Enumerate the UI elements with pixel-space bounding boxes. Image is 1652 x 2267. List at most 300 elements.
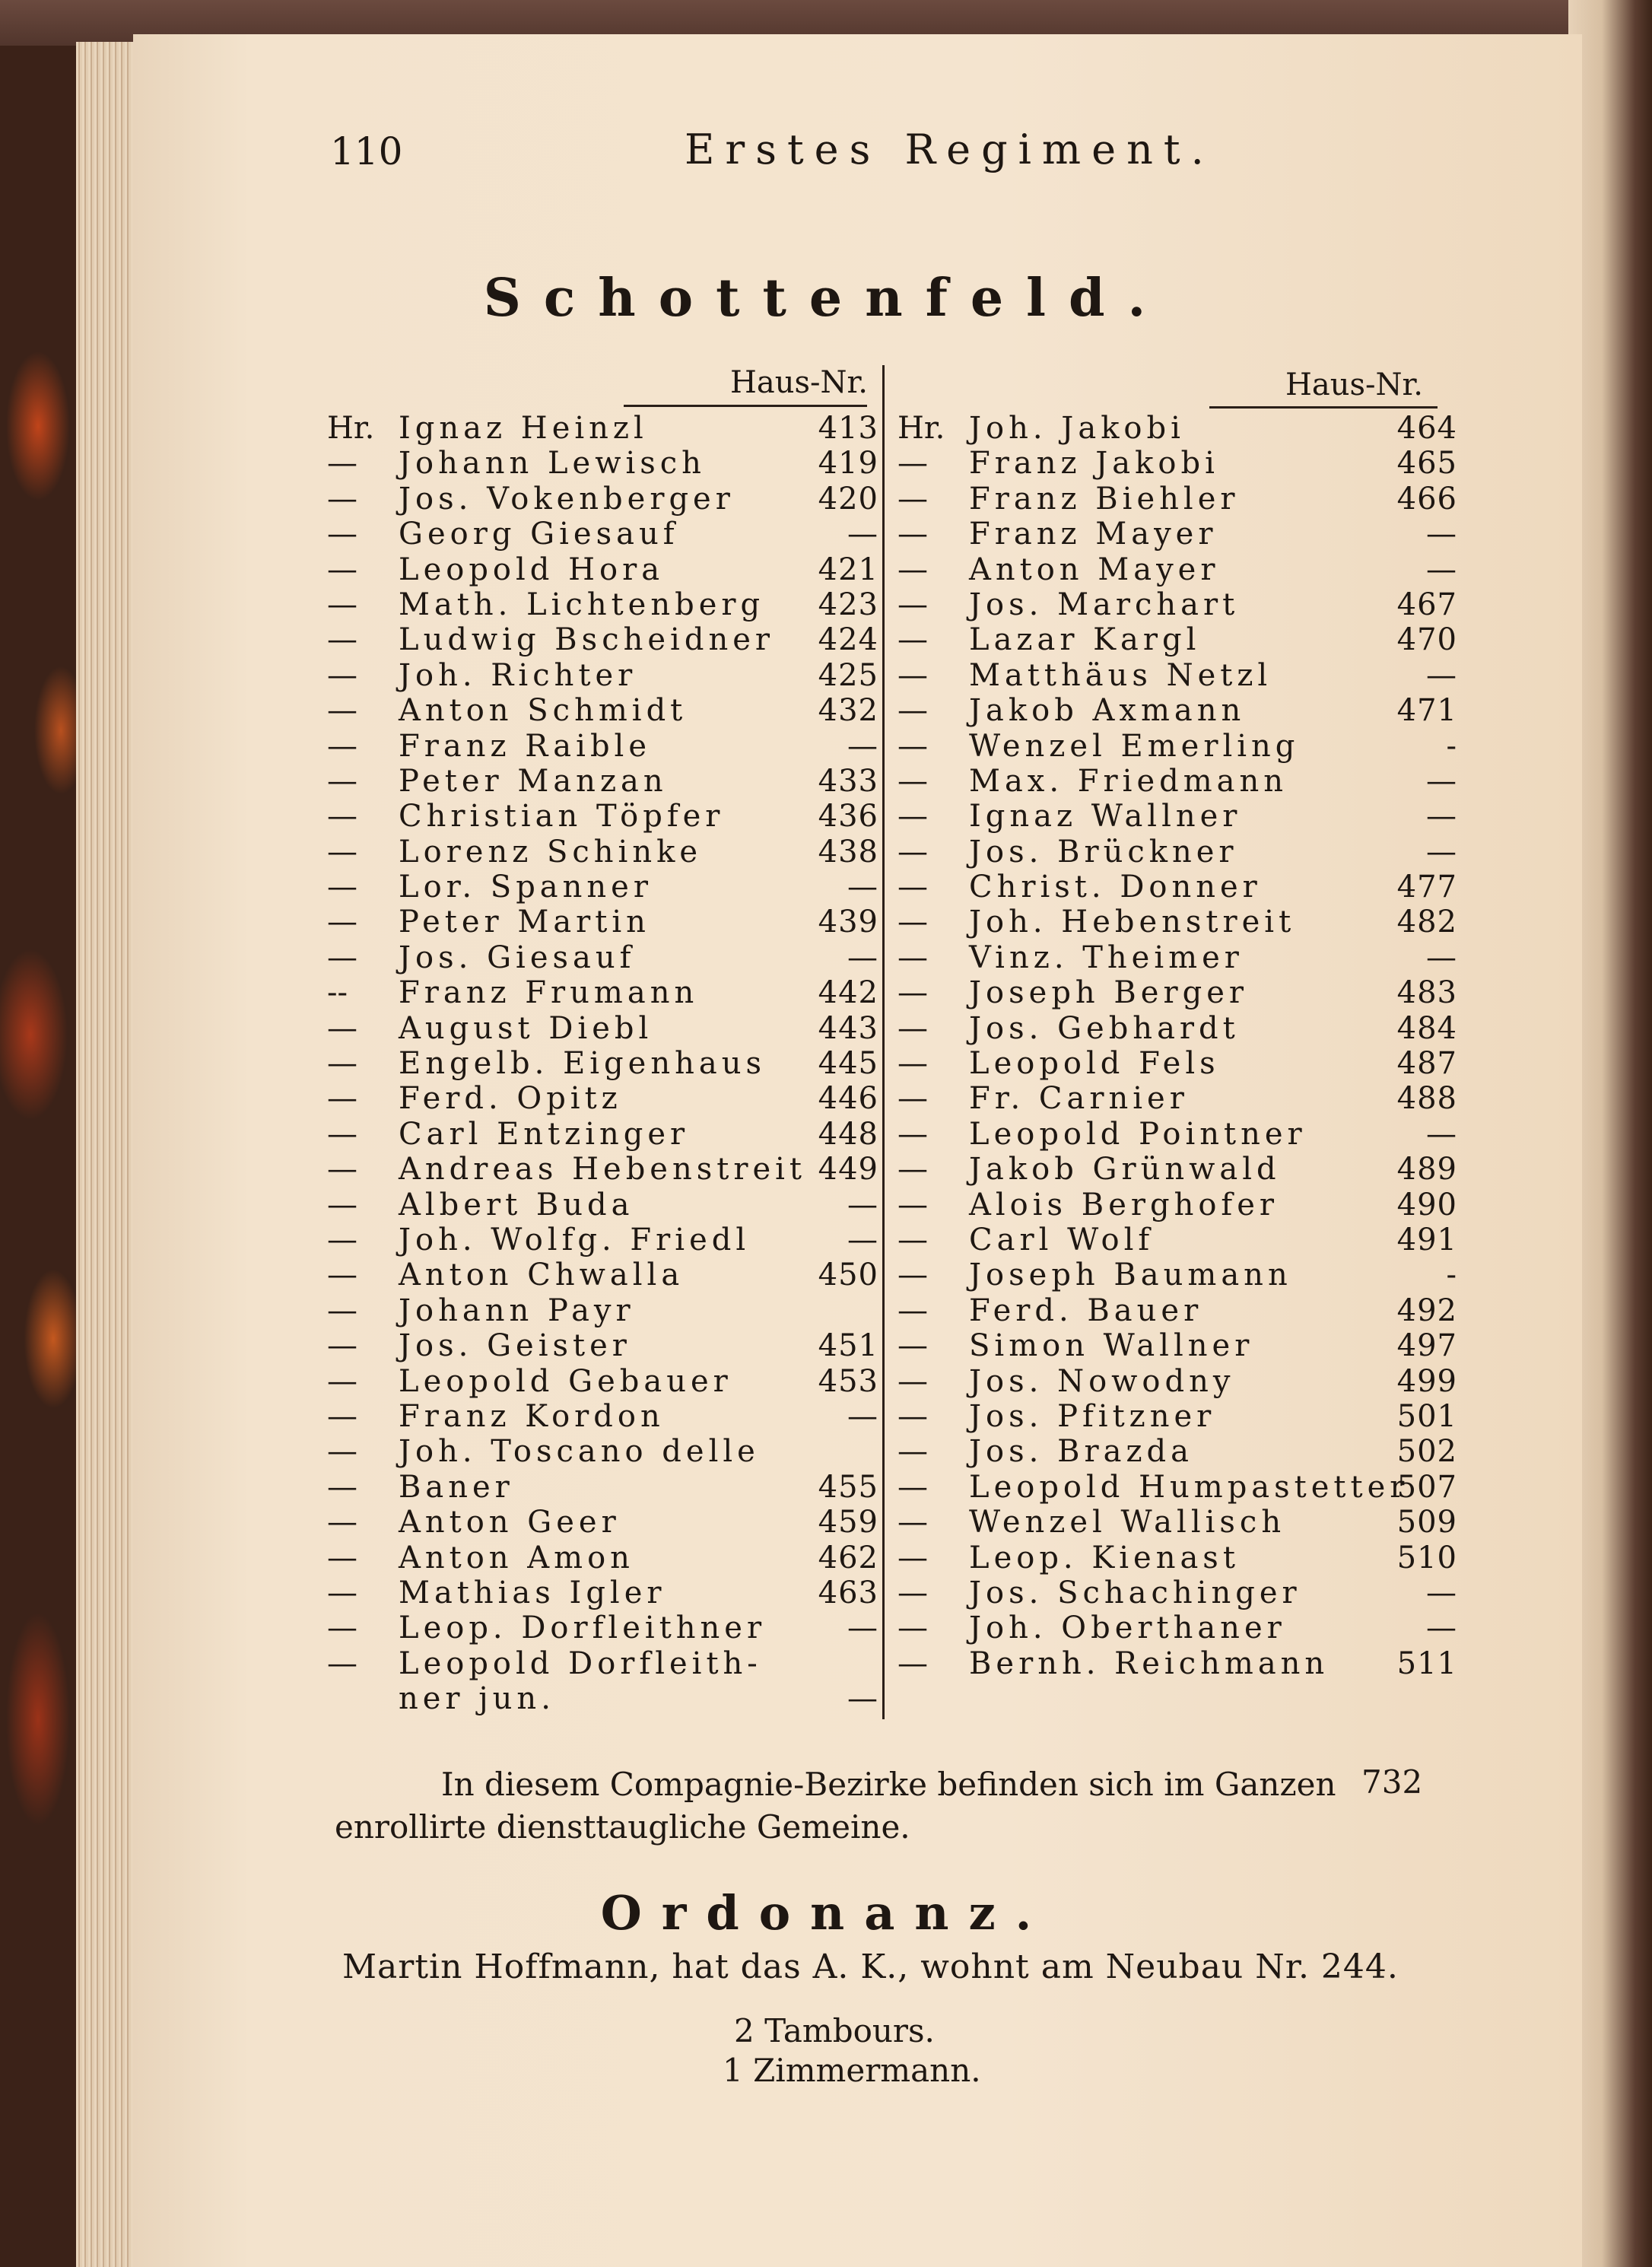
roster-name: Leopold Fels: [969, 1046, 1220, 1082]
roster-row: [897, 1222, 1457, 1258]
roster-name: Anton Mayer: [969, 552, 1220, 587]
roster-name: Anton Amon: [399, 1540, 634, 1575]
roster-house-number: 438: [818, 834, 878, 870]
roster-prefix: —: [897, 1645, 928, 1681]
roster-name: Wenzel Wallisch: [969, 1505, 1286, 1540]
roster-row: [327, 1116, 878, 1152]
roster-prefix: —: [897, 975, 928, 1011]
roster-house-number: 467: [1396, 587, 1457, 622]
roster-row: [327, 1434, 875, 1469]
roster-prefix: —: [897, 1292, 928, 1328]
roster-prefix: —: [897, 1610, 928, 1646]
roster-name: Leopold Humpastetter: [969, 1469, 1409, 1505]
roster-name: Lorenz Schinke: [399, 834, 703, 870]
roster-prefix: —: [897, 481, 928, 517]
roster-house-number: 455: [818, 1469, 878, 1505]
roster-row: [327, 1152, 878, 1188]
page-number: 110: [330, 129, 403, 173]
roster-row: [897, 834, 1457, 870]
roster-prefix: —: [897, 1116, 928, 1152]
roster-house-number: 436: [818, 799, 878, 835]
roster-house-number: 419: [818, 446, 878, 482]
roster-house-number: 502: [1396, 1434, 1457, 1470]
roster-name: Franz Biehler: [969, 481, 1240, 517]
roster-prefix: —: [327, 1152, 357, 1188]
roster-name: Ferd. Bauer: [969, 1292, 1203, 1328]
roster-row: [897, 1575, 1457, 1610]
roster-name: Christian Töpfer: [399, 799, 725, 835]
roster-name: Johann Payr: [399, 1292, 635, 1328]
roster-name: Jos. Brazda: [969, 1434, 1193, 1470]
roster-row: [327, 1258, 878, 1293]
roster-row: [327, 905, 878, 940]
roster-house-number: —: [847, 940, 878, 975]
roster-row: [327, 1646, 875, 1681]
roster-name: Mathias Igler: [399, 1575, 666, 1610]
roster-name: Lor. Spanner: [399, 870, 653, 905]
roster-house-number: 425: [818, 657, 878, 693]
roster-row: [327, 1610, 878, 1646]
roster-name: Franz Kordon: [399, 1398, 665, 1434]
roster-prefix: —: [897, 552, 928, 587]
roster-name: Ludwig Bscheidner: [399, 622, 774, 658]
roster-row: [327, 446, 878, 482]
roster-house-number: 445: [818, 1046, 878, 1082]
roster-row: [327, 517, 878, 552]
roster-name: Franz Jakobi: [969, 446, 1219, 482]
roster-house-number: 509: [1396, 1505, 1457, 1540]
roster-row: [327, 1363, 878, 1399]
roster-house-number: 488: [1396, 1081, 1457, 1117]
roster-prefix: —: [897, 1152, 928, 1188]
roster-house-number: 471: [1396, 693, 1457, 729]
roster-row: [897, 1116, 1457, 1152]
roster-name: Jos. Nowodny: [969, 1363, 1235, 1399]
roster-row: [897, 1540, 1457, 1575]
roster-house-number: 446: [818, 1081, 878, 1117]
roster-name: Matthäus Netzl: [969, 657, 1272, 693]
roster-row: [897, 1610, 1457, 1646]
roster-name: Georg Giesauf: [399, 517, 679, 552]
roster-prefix: —: [897, 1328, 928, 1364]
roster-name: Ignaz Wallner: [969, 799, 1242, 835]
roster-name: Engelb. Eigenhaus: [399, 1046, 766, 1082]
roster-house-number: 470: [1396, 622, 1457, 658]
roster-house-number: —: [1426, 834, 1457, 870]
roster-prefix: —: [327, 1292, 357, 1328]
roster-house-number: 482: [1396, 905, 1457, 940]
roster-name: ner jun.: [399, 1681, 555, 1717]
roster-prefix: —: [897, 728, 928, 764]
roster-house-number: 432: [818, 693, 878, 729]
roster-row: [897, 1010, 1457, 1046]
roster-house-number: 453: [818, 1363, 878, 1399]
roster-house-number: 501: [1396, 1398, 1457, 1434]
roster-row: [327, 728, 878, 764]
roster-right: [897, 411, 1457, 1681]
roster-name: Leop. Dorfleithner: [399, 1610, 767, 1646]
roster-name: Joh. Wolfg. Friedl: [399, 1222, 751, 1258]
roster-name: Peter Manzan: [399, 763, 668, 799]
roster-row: [327, 799, 878, 835]
roster-house-number: 423: [818, 587, 878, 622]
roster-row: [327, 411, 878, 446]
roster-name: Jos. Gebhardt: [969, 1010, 1240, 1046]
roster-house-number: —: [1426, 517, 1457, 552]
roster-house-number: 443: [818, 1010, 878, 1046]
roster-house-number: —: [847, 1681, 878, 1717]
column-rule-left: [624, 405, 867, 407]
roster-row: [327, 1293, 875, 1328]
roster-prefix: —: [327, 1081, 357, 1117]
roster-row: [897, 763, 1457, 799]
roster-house-number: 490: [1396, 1187, 1457, 1223]
roster-house-number: 420: [818, 481, 878, 517]
roster-house-number: —: [847, 517, 878, 552]
roster-row: [327, 834, 878, 870]
roster-prefix: —: [897, 799, 928, 835]
roster-prefix: —: [897, 446, 928, 482]
roster-prefix: Hr.: [897, 411, 945, 446]
roster-name: Anton Chwalla: [399, 1258, 685, 1293]
roster-name: Leopold Hora: [399, 552, 665, 587]
roster-row: [897, 799, 1457, 835]
roster-house-number: —: [847, 1222, 878, 1258]
roster-house-number: —: [1426, 1610, 1457, 1646]
roster-prefix: —: [897, 587, 928, 622]
roster-house-number: —: [847, 870, 878, 905]
roster-row: [327, 1469, 878, 1505]
roster-house-number: 451: [818, 1328, 878, 1364]
roster-row: [897, 1398, 1457, 1434]
roster-prefix: —: [897, 517, 928, 552]
roster-name: Carl Wolf: [969, 1222, 1155, 1258]
roster-house-number: 439: [818, 905, 878, 940]
roster-row: [897, 975, 1457, 1011]
roster-prefix: —: [897, 657, 928, 693]
column-rule-right: [1209, 406, 1438, 409]
roster-house-number: 463: [818, 1575, 878, 1610]
roster-prefix: —: [327, 1258, 357, 1293]
roster-prefix: --: [327, 975, 348, 1011]
roster-left: [327, 411, 878, 1717]
roster-row: [327, 622, 878, 658]
roster-row: [327, 693, 878, 729]
roster-row: [327, 587, 878, 622]
roster-prefix: —: [327, 1610, 357, 1646]
roster-prefix: —: [327, 1328, 357, 1364]
roster-name: Fr. Carnier: [969, 1081, 1189, 1117]
roster-prefix: —: [327, 1363, 357, 1399]
roster-name: Alois Berghofer: [969, 1187, 1279, 1223]
roster-prefix: —: [897, 1081, 928, 1117]
roster-prefix: —: [327, 1187, 357, 1223]
roster-house-number: 459: [818, 1505, 878, 1540]
roster-name: Joh. Toscano delle: [399, 1434, 760, 1470]
roster-row: [897, 1434, 1457, 1470]
roster-house-number: 484: [1396, 1010, 1457, 1046]
roster-name: Joh. Oberthaner: [969, 1610, 1286, 1646]
roster-row: [897, 657, 1457, 693]
roster-house-number: -: [1446, 1258, 1457, 1293]
roster-name: Jos. Brückner: [969, 834, 1238, 870]
roster-name: Carl Entzinger: [399, 1116, 690, 1152]
section-title: Schottenfeld.: [483, 268, 1169, 329]
roster-prefix: —: [897, 1363, 928, 1399]
roster-name: Baner: [399, 1469, 514, 1505]
roster-prefix: —: [327, 446, 357, 482]
roster-row: [327, 657, 878, 693]
roster-name: Joseph Baumann: [969, 1258, 1292, 1293]
roster-prefix: —: [897, 834, 928, 870]
column-header-left: Haus-Nr.: [730, 365, 868, 400]
roster-house-number: 510: [1396, 1540, 1457, 1575]
roster-prefix: —: [327, 1046, 357, 1082]
roster-house-number: 413: [818, 411, 878, 446]
roster-prefix: —: [327, 1010, 357, 1046]
roster-row: [327, 1081, 878, 1117]
roster-house-number: 497: [1396, 1328, 1457, 1364]
roster-prefix: —: [327, 1505, 357, 1540]
roster-house-number: 442: [818, 975, 878, 1011]
roster-prefix: —: [327, 1434, 357, 1470]
roster-house-number: —: [1426, 552, 1457, 587]
summary-line-1: In diesem Compagnie-Bezirke befinden sich im Ganzen: [441, 1766, 1336, 1803]
staff-zimmermann: 1 Zimmermann.: [723, 2052, 981, 2089]
roster-row: [897, 1046, 1457, 1082]
roster-house-number: —: [1426, 1116, 1457, 1152]
running-title: Erstes Regiment.: [685, 126, 1215, 173]
roster-row: [897, 587, 1457, 622]
roster-prefix: —: [897, 693, 928, 729]
roster-house-number: 499: [1396, 1363, 1457, 1399]
roster-name: Andreas Hebenstreit: [399, 1152, 806, 1188]
summary-text: [335, 1763, 1422, 1849]
roster-house-number: 487: [1396, 1046, 1457, 1082]
roster-row: [327, 481, 878, 517]
roster-name: Johann Lewisch: [399, 446, 706, 482]
roster-house-number: —: [1426, 799, 1457, 835]
roster-house-number: —: [1426, 1575, 1457, 1610]
roster-row: [897, 1258, 1457, 1293]
roster-name: Christ. Donner: [969, 870, 1262, 905]
roster-row: [897, 940, 1457, 975]
roster-house-number: 492: [1396, 1292, 1457, 1328]
roster-prefix: —: [897, 1222, 928, 1258]
roster-name: Jos. Giesauf: [399, 940, 636, 975]
roster-house-number: 507: [1396, 1469, 1457, 1505]
roster-row: [327, 1187, 878, 1223]
roster-house-number: 465: [1396, 446, 1457, 482]
roster-prefix: —: [327, 870, 357, 905]
roster-row: [327, 975, 878, 1011]
roster-row: [897, 552, 1457, 587]
roster-name: Jakob Axmann: [969, 693, 1246, 729]
roster-row: [327, 1222, 878, 1258]
roster-house-number: 466: [1396, 481, 1457, 517]
roster-row: [327, 1046, 878, 1082]
roster-row: [897, 693, 1457, 729]
roster-prefix: —: [327, 1222, 357, 1258]
roster-row: [327, 1540, 878, 1575]
roster-name: Leop. Kienast: [969, 1540, 1240, 1575]
roster-name: Joh. Jakobi: [969, 411, 1185, 446]
roster-prefix: —: [327, 657, 357, 693]
roster-prefix: —: [897, 870, 928, 905]
roster-row: [327, 552, 878, 587]
roster-prefix: —: [897, 905, 928, 940]
roster-prefix: —: [327, 1575, 357, 1610]
roster-row: [897, 517, 1457, 552]
roster-prefix: —: [327, 1469, 357, 1505]
roster-name: Peter Martin: [399, 905, 650, 940]
roster-row: [897, 1469, 1457, 1505]
roster-prefix: —: [327, 799, 357, 835]
roster-row: [327, 763, 878, 799]
roster-row: [327, 1010, 878, 1046]
roster-row: [897, 1081, 1457, 1117]
roster-name: Leopold Pointner: [969, 1116, 1307, 1152]
roster-prefix: —: [897, 1398, 928, 1434]
roster-name: Max. Friedmann: [969, 763, 1288, 799]
roster-name: Leopold Gebauer: [399, 1363, 732, 1399]
roster-prefix: —: [897, 1187, 928, 1223]
roster-prefix: —: [327, 1540, 357, 1575]
roster-row: [897, 1292, 1457, 1328]
roster-name: Anton Schmidt: [399, 693, 688, 729]
roster-house-number: —: [847, 1187, 878, 1223]
roster-row: [897, 1328, 1457, 1364]
roster-name: Franz Frumann: [399, 975, 699, 1011]
roster-prefix: —: [327, 693, 357, 729]
roster-prefix: —: [327, 517, 357, 552]
roster-house-number: 483: [1396, 975, 1457, 1011]
roster-prefix: —: [327, 1645, 357, 1681]
roster-name: Lazar Kargl: [969, 622, 1201, 658]
roster-row: [897, 870, 1457, 905]
roster-name: Ignaz Heinzl: [399, 411, 648, 446]
roster-name: Franz Mayer: [969, 517, 1218, 552]
roster-name: Albert Buda: [399, 1187, 634, 1223]
roster-row: [897, 1152, 1457, 1188]
roster-row: [327, 1505, 878, 1540]
ordonanz-title: Ordonanz.: [600, 1885, 1052, 1941]
roster-prefix: —: [897, 940, 928, 975]
roster-row: [897, 411, 1457, 446]
roster-house-number: —: [847, 1610, 878, 1646]
roster-prefix: —: [897, 1505, 928, 1540]
roster-prefix: —: [897, 763, 928, 799]
roster-row: [327, 940, 878, 975]
roster-name: Joh. Hebenstreit: [969, 905, 1296, 940]
roster-row: [897, 622, 1457, 658]
roster-house-number: 491: [1396, 1222, 1457, 1258]
roster-house-number: —: [1426, 657, 1457, 693]
roster-name: Jos. Marchart: [969, 587, 1240, 622]
roster-prefix: —: [327, 1398, 357, 1434]
roster-prefix: —: [897, 1046, 928, 1082]
roster-house-number: 450: [818, 1258, 878, 1293]
roster-name: Ferd. Opitz: [399, 1081, 622, 1117]
roster-house-number: —: [847, 728, 878, 764]
roster-row: [897, 1645, 1457, 1681]
roster-prefix: —: [897, 1258, 928, 1293]
roster-row: [897, 1187, 1457, 1223]
roster-name: Joh. Richter: [399, 657, 637, 693]
roster-row: [897, 481, 1457, 517]
roster-name: Jos. Geister: [399, 1328, 631, 1364]
summary-total: 732: [1361, 1763, 1423, 1801]
roster-house-number: 462: [818, 1540, 878, 1575]
roster-house-number: 477: [1396, 870, 1457, 905]
roster-house-number: 424: [818, 622, 878, 658]
roster-row: [327, 1681, 878, 1717]
roster-name: Jos. Schachinger: [969, 1575, 1301, 1610]
roster-prefix: —: [327, 728, 357, 764]
roster-house-number: 511: [1396, 1645, 1457, 1681]
roster-name: August Diebl: [399, 1010, 653, 1046]
roster-house-number: 421: [818, 552, 878, 587]
roster-name: Leopold Dorfleith-: [399, 1645, 762, 1681]
roster-name: Math. Lichtenberg: [399, 587, 765, 622]
roster-name: Joseph Berger: [969, 975, 1248, 1011]
roster-house-number: 448: [818, 1116, 878, 1152]
roster-name: Jos. Vokenberger: [399, 481, 735, 517]
roster-house-number: —: [1426, 763, 1457, 799]
roster-prefix: —: [327, 905, 357, 940]
ordonanz-text: Martin Hoffmann, hat das A. K., wohnt am Neubau Nr. 244.: [342, 1947, 1399, 1986]
roster-prefix: —: [897, 1010, 928, 1046]
staff-tambours: 2 Tambours.: [734, 2012, 935, 2049]
roster-row: [897, 1363, 1457, 1399]
roster-prefix: —: [327, 834, 357, 870]
roster-name: Wenzel Emerling: [969, 728, 1300, 764]
roster-prefix: —: [327, 587, 357, 622]
roster-house-number: —: [847, 1398, 878, 1434]
roster-name: Anton Geer: [399, 1505, 621, 1540]
roster-house-number: 464: [1396, 411, 1457, 446]
roster-prefix: —: [327, 763, 357, 799]
roster-row: [327, 1328, 878, 1364]
roster-prefix: —: [897, 622, 928, 658]
column-header-right: Haus-Nr.: [1285, 367, 1423, 402]
roster-name: Jakob Grünwald: [969, 1152, 1281, 1188]
roster-row: [897, 905, 1457, 940]
roster-prefix: —: [327, 622, 357, 658]
roster-row: [327, 1575, 878, 1610]
roster-prefix: —: [897, 1575, 928, 1610]
roster-house-number: 489: [1396, 1152, 1457, 1188]
roster-name: Bernh. Reichmann: [969, 1645, 1330, 1681]
roster-row: [897, 1505, 1457, 1540]
roster-house-number: —: [1426, 940, 1457, 975]
roster-prefix: —: [327, 552, 357, 587]
roster-row: [897, 728, 1457, 764]
roster-row: [327, 1398, 878, 1434]
roster-prefix: —: [327, 1116, 357, 1152]
roster-house-number: -: [1446, 728, 1457, 764]
roster-row: [327, 870, 878, 905]
roster-name: Simon Wallner: [969, 1328, 1254, 1364]
roster-prefix: —: [327, 481, 357, 517]
roster-name: Vinz. Theimer: [969, 940, 1244, 975]
roster-prefix: —: [897, 1434, 928, 1470]
roster-prefix: Hr.: [327, 411, 375, 446]
roster-house-number: 449: [818, 1152, 878, 1188]
column-divider: [882, 365, 885, 1719]
roster-prefix: —: [327, 940, 357, 975]
summary-line-2: enrollirte diensttaugliche Gemeine.: [335, 1808, 910, 1846]
